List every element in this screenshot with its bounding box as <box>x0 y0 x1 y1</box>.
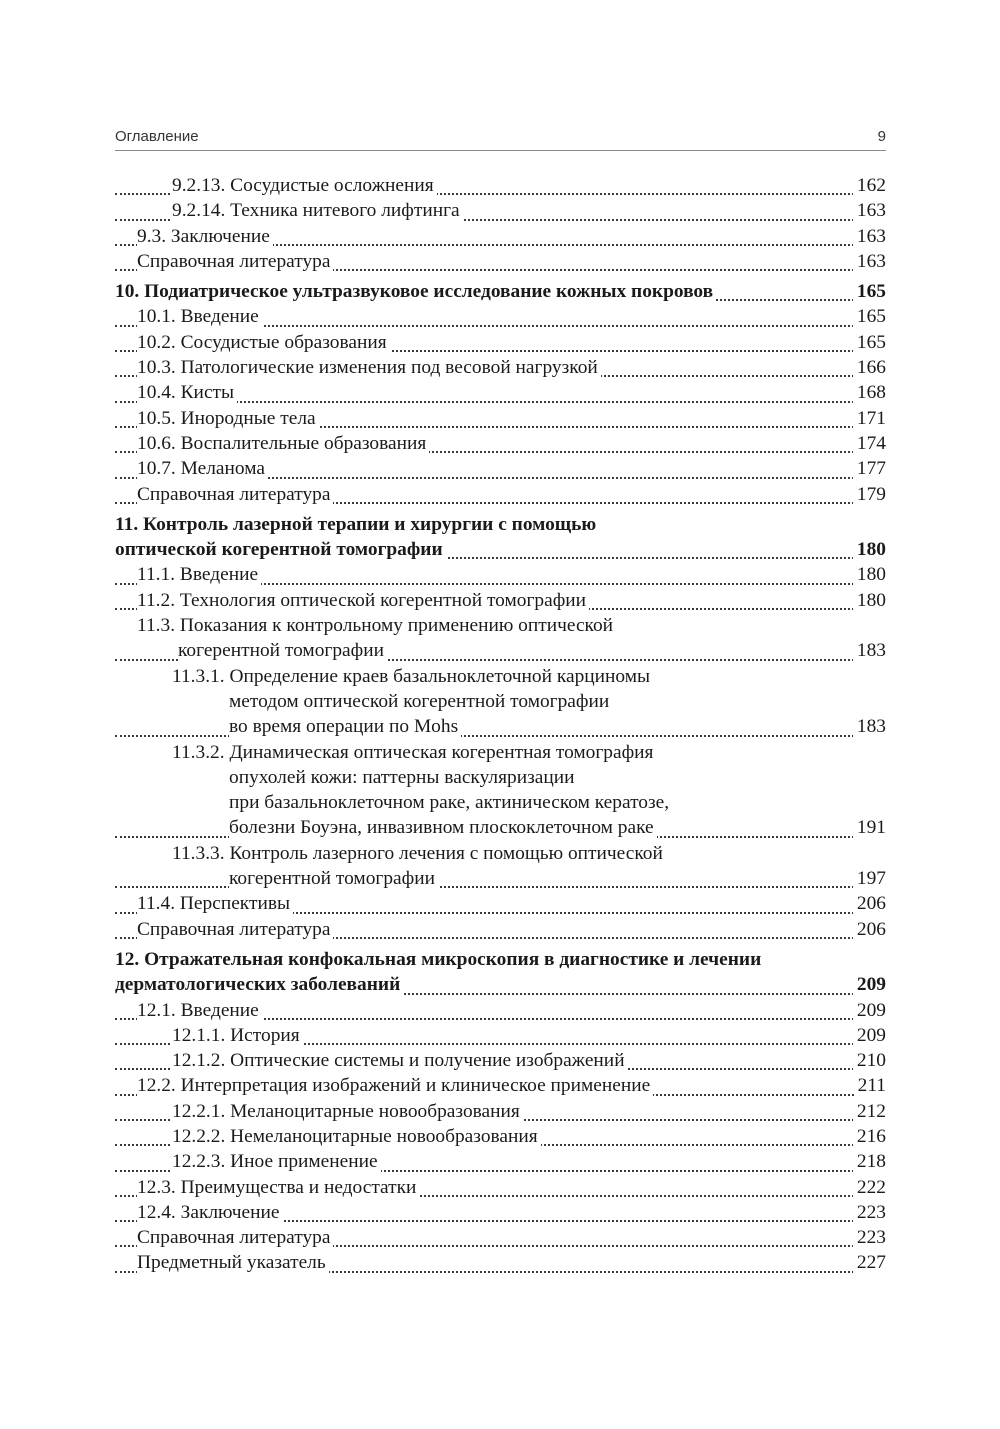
toc-chapter-11-line1[interactable] <box>115 512 886 537</box>
toc-entry-title: 12.1.2. Оптические системы и получение изображений <box>172 1048 628 1073</box>
toc-entry-title: 10.4. Кисты <box>137 380 237 405</box>
toc-entry[interactable] <box>115 1149 886 1174</box>
toc-chapter-12[interactable] <box>115 972 886 997</box>
toc-entry-title: во время операции по Mohs <box>229 714 461 739</box>
toc-entry-page: 206 <box>853 891 886 916</box>
toc-entry-title: 12.1.1. История <box>172 1023 303 1048</box>
toc-entry[interactable] <box>115 998 886 1023</box>
toc-chapter-title: дерматологических заболеваний <box>115 972 403 997</box>
toc-entry[interactable] <box>115 1099 886 1124</box>
toc-entry-page: 216 <box>853 1124 886 1149</box>
toc-entry-page: 183 <box>853 714 886 739</box>
toc-entry-page: 222 <box>853 1175 886 1200</box>
toc-entry-page: 174 <box>853 431 886 456</box>
toc-entry-page: 223 <box>853 1200 886 1225</box>
toc-entry[interactable] <box>115 714 886 739</box>
toc-entry[interactable] <box>115 638 886 663</box>
toc-entry-page: 183 <box>853 638 886 663</box>
toc-entry-page: 210 <box>853 1048 886 1073</box>
toc-entry[interactable] <box>115 664 886 689</box>
toc-entry-page: 166 <box>853 355 886 380</box>
toc-entry-page: 163 <box>853 224 886 249</box>
toc-entry-page: 165 <box>853 279 886 304</box>
toc-entry-title: 11.2. Технология оптической когерентной томографии <box>137 588 589 613</box>
toc-entry-title: 11.3.1. Определение краев базальноклеточной карциномы <box>172 665 651 687</box>
toc-entry[interactable] <box>115 1023 886 1048</box>
toc-entry-title: болезни Боуэна, инвазивном плоскоклеточном раке <box>229 815 657 840</box>
toc-entry[interactable] <box>115 198 886 223</box>
toc-entry-page: 191 <box>853 815 886 840</box>
toc-entry[interactable] <box>115 588 886 613</box>
toc-entry[interactable] <box>115 1200 886 1225</box>
toc-entry-page: 209 <box>853 1023 886 1048</box>
toc-entry-page: 206 <box>853 917 886 942</box>
toc-entry[interactable] <box>115 1250 886 1275</box>
toc-entry-title: 12.3. Преимущества и недостатки <box>137 1175 419 1200</box>
toc-entry-page: 227 <box>853 1250 886 1275</box>
toc-entry[interactable] <box>115 1225 886 1250</box>
toc-entry-title: 11.3. Показания к контрольному применению оптической <box>137 615 614 637</box>
toc-entry-title: 12.2.2. Немеланоцитарные новообразования <box>172 1124 541 1149</box>
page-number: 9 <box>877 128 886 145</box>
toc-entry-title: 10.1. Введение <box>137 304 262 329</box>
toc-entry[interactable] <box>115 249 886 274</box>
toc-entry[interactable] <box>115 613 886 638</box>
toc-entry-title: опухолей кожи: паттерны васкуляризации <box>229 766 575 788</box>
toc-chapter-11[interactable] <box>115 537 886 562</box>
toc-entry-title: 10.3. Патологические изменения под весовой нагрузкой <box>137 355 601 380</box>
toc-entry-page: 168 <box>853 380 886 405</box>
toc-entry[interactable] <box>115 765 886 790</box>
toc-entry[interactable] <box>115 1124 886 1149</box>
toc-entry-title: 11.3.3. Контроль лазерного лечения с помощью оптической <box>172 842 663 864</box>
toc-entry-title: когерентной томографии <box>178 638 387 663</box>
toc-entry-page: 165 <box>853 304 886 329</box>
toc-entry[interactable] <box>115 1175 886 1200</box>
toc-entry[interactable] <box>115 380 886 405</box>
toc-chapter-12-line1[interactable] <box>115 947 886 972</box>
toc-entry-title: методом оптической когерентной томографии <box>229 690 610 712</box>
toc-entry-page: 209 <box>853 972 886 997</box>
toc-entry-title: 10.7. Меланома <box>137 456 268 481</box>
toc-entry[interactable] <box>115 173 886 198</box>
toc-entry-title: 12.4. Заключение <box>137 1200 283 1225</box>
toc-entry[interactable] <box>115 355 886 380</box>
toc-entry-page: 218 <box>853 1149 886 1174</box>
toc-entry-title: Справочная литература <box>137 482 333 507</box>
toc-entry-page: 165 <box>853 330 886 355</box>
toc-entry-page: 180 <box>853 588 886 613</box>
toc-entry-title: 10.5. Инородные тела <box>137 406 319 431</box>
toc-entry[interactable] <box>115 456 886 481</box>
running-head <box>115 126 886 151</box>
toc-entry-page: 179 <box>853 482 886 507</box>
toc-chapter-10[interactable] <box>115 279 886 304</box>
toc-entry[interactable] <box>115 482 886 507</box>
toc-entry-title: 11.4. Перспективы <box>137 891 293 916</box>
toc-entry[interactable] <box>115 689 886 714</box>
toc-entry-page: 209 <box>853 998 886 1023</box>
toc-entry-title: Справочная литература <box>137 917 333 942</box>
toc-entry-page: 197 <box>853 866 886 891</box>
toc-entry-title: когерентной томографии <box>229 866 438 891</box>
toc-entry-title: 10.6. Воспалительные образования <box>137 431 429 456</box>
toc-entry-title: 12.1. Введение <box>137 998 262 1023</box>
toc-entry[interactable] <box>115 815 886 840</box>
toc-entry[interactable] <box>115 917 886 942</box>
toc-entry[interactable] <box>115 304 886 329</box>
toc-entry-title: при базальноклеточном раке, актиническом кератозе, <box>229 792 670 814</box>
toc-entry-page: 223 <box>853 1225 886 1250</box>
toc-entry[interactable] <box>115 790 886 815</box>
toc-entry[interactable] <box>115 841 886 866</box>
toc-entry-title: Справочная литература <box>137 249 333 274</box>
toc-entry-page: 163 <box>853 198 886 223</box>
toc-chapter-title: оптической когерентной томографии <box>115 537 446 562</box>
toc-entry-title: 10.2. Сосудистые образования <box>137 330 390 355</box>
toc-chapter-title: 11. Контроль лазерной терапии и хирургии с помощью <box>115 513 597 535</box>
toc-entry[interactable] <box>115 740 886 765</box>
toc-entry[interactable] <box>115 1048 886 1073</box>
running-head-title: Оглавление <box>115 128 199 145</box>
toc-entry-title: Справочная литература <box>137 1225 333 1250</box>
toc-chapter-title: 12. Отражательная конфокальная микроскопия в диагностике и лечении <box>115 948 762 970</box>
toc-entry-title: 9.3. Заключение <box>137 224 273 249</box>
toc-entry[interactable] <box>115 1073 886 1098</box>
toc-entry-title: 11.1. Введение <box>137 562 261 587</box>
toc-entry-page: 180 <box>853 562 886 587</box>
toc-entry-page: 162 <box>853 173 886 198</box>
toc-entry-title: 12.2. Интерпретация изображений и клиническое применение <box>137 1073 653 1098</box>
toc-entry-title: 12.2.1. Меланоцитарные новообразования <box>172 1099 523 1124</box>
toc-entry-title: 9.2.13. Сосудистые осложнения <box>172 173 437 198</box>
toc-entry[interactable] <box>115 224 886 249</box>
toc-entry-page: 171 <box>853 406 886 431</box>
toc-entry-title: Предметный указатель <box>137 1250 329 1275</box>
toc-chapter-title: 10. Подиатрическое ультразвуковое исследование кожных покровов <box>115 279 716 304</box>
toc-entry-title: 9.2.14. Техника нитевого лифтинга <box>172 198 463 223</box>
toc-entry[interactable] <box>115 431 886 456</box>
toc-entry-page: 177 <box>853 456 886 481</box>
toc-entry-page: 211 <box>854 1073 886 1098</box>
toc-entry[interactable] <box>115 406 886 431</box>
toc-entry[interactable] <box>115 891 886 916</box>
table-of-contents <box>115 173 886 1276</box>
toc-entry-title: 12.2.3. Иное применение <box>172 1149 381 1174</box>
toc-entry-title: 11.3.2. Динамическая оптическая когерентная томография <box>172 741 654 763</box>
toc-entry[interactable] <box>115 330 886 355</box>
toc-entry-page: 212 <box>853 1099 886 1124</box>
toc-entry[interactable] <box>115 866 886 891</box>
toc-entry[interactable] <box>115 562 886 587</box>
toc-entry-page: 180 <box>853 537 886 562</box>
toc-entry-page: 163 <box>853 249 886 274</box>
